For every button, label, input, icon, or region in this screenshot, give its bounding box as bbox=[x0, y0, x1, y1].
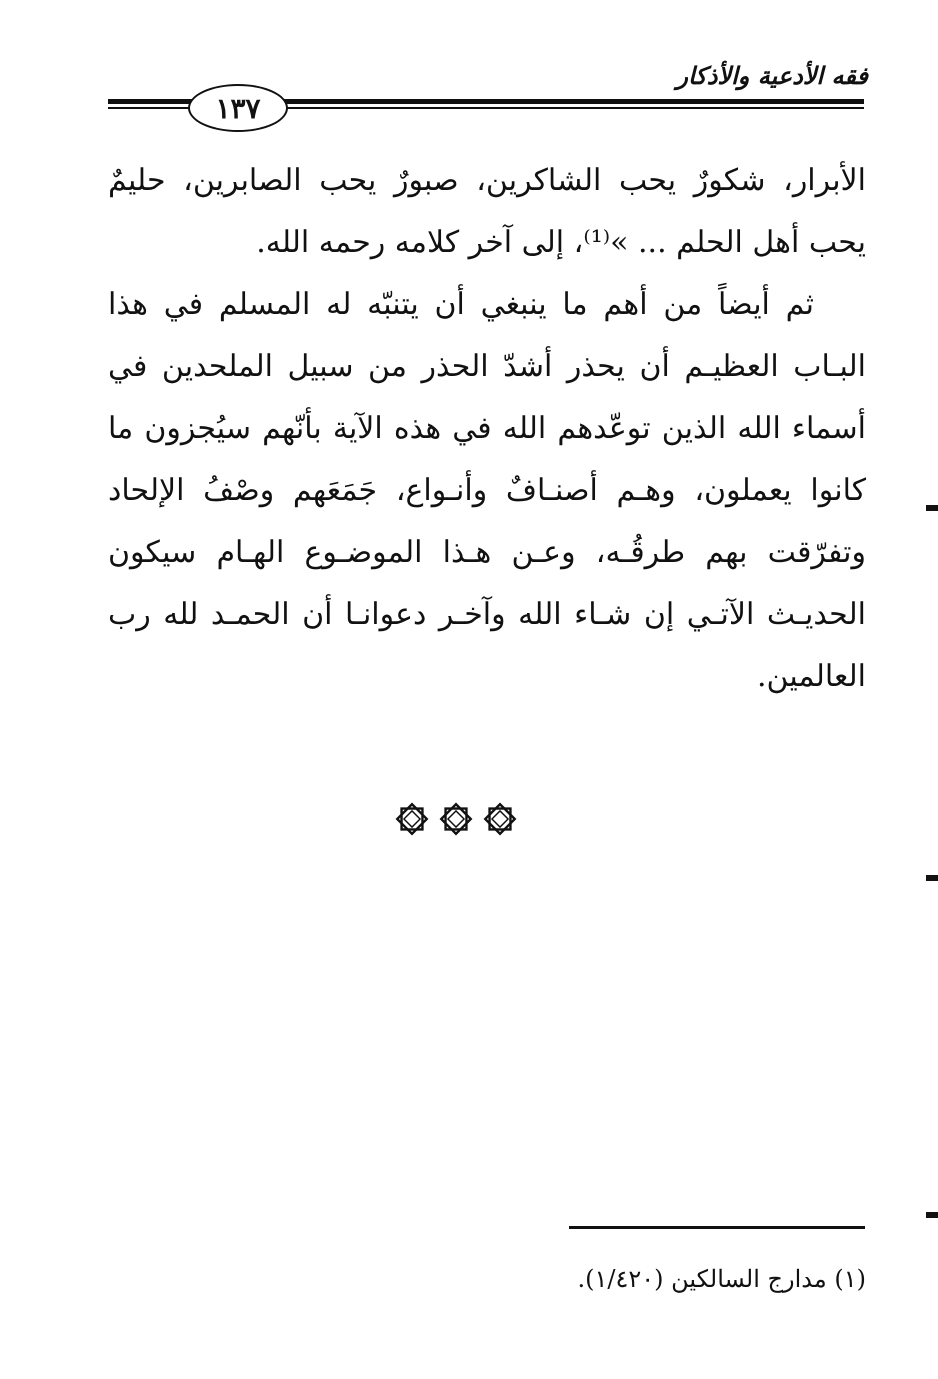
page-number: ١٣٧ bbox=[188, 84, 288, 132]
eight-point-star-icon bbox=[393, 800, 431, 838]
footnote: (١) مدارج السالكين (١/٤٢٠). bbox=[577, 1265, 866, 1293]
scan-edge-mark bbox=[926, 1212, 938, 1218]
body-text bbox=[108, 150, 866, 708]
section-end-ornament bbox=[393, 800, 519, 842]
footnote-separator bbox=[569, 1226, 865, 1229]
eight-point-star-icon bbox=[481, 800, 519, 838]
running-title: فقه الأدعية والأذكار bbox=[676, 62, 868, 90]
paragraph: الأبرار، شكورٌ يحب الشاكرين، صبورٌ يحب الصابرين، حليمٌ يحب أهل الحلم ... »⁽¹⁾، إلى آخر كلامه رحمه الله. bbox=[108, 163, 866, 260]
scan-edge-mark bbox=[926, 875, 938, 881]
scan-edge-mark bbox=[926, 505, 938, 511]
paragraph: ثم أيضاً من أهم ما ينبغي أن يتنبّه له المسلم في هذا البـاب العظيـم أن يحذر أشدّ الحذر من سبيل الملحدين في أسماء الله الذين توعّدهم الله في هذه الآية بأنّهم سيُجزون ما كانوا يعملون، وهـم أصنـافٌ وأنـواع، جَمَعَهم وصْفُ الإلحاد وتفرّقت بهم طرقُـه، وعـن هـذا الموضـوع الهـام سيكون الحديـث الآتـي إن شـاء الله وآخـر دعوانـا أن الحمـد لله رب العالمين. bbox=[108, 287, 866, 694]
eight-point-star-icon bbox=[437, 800, 475, 838]
